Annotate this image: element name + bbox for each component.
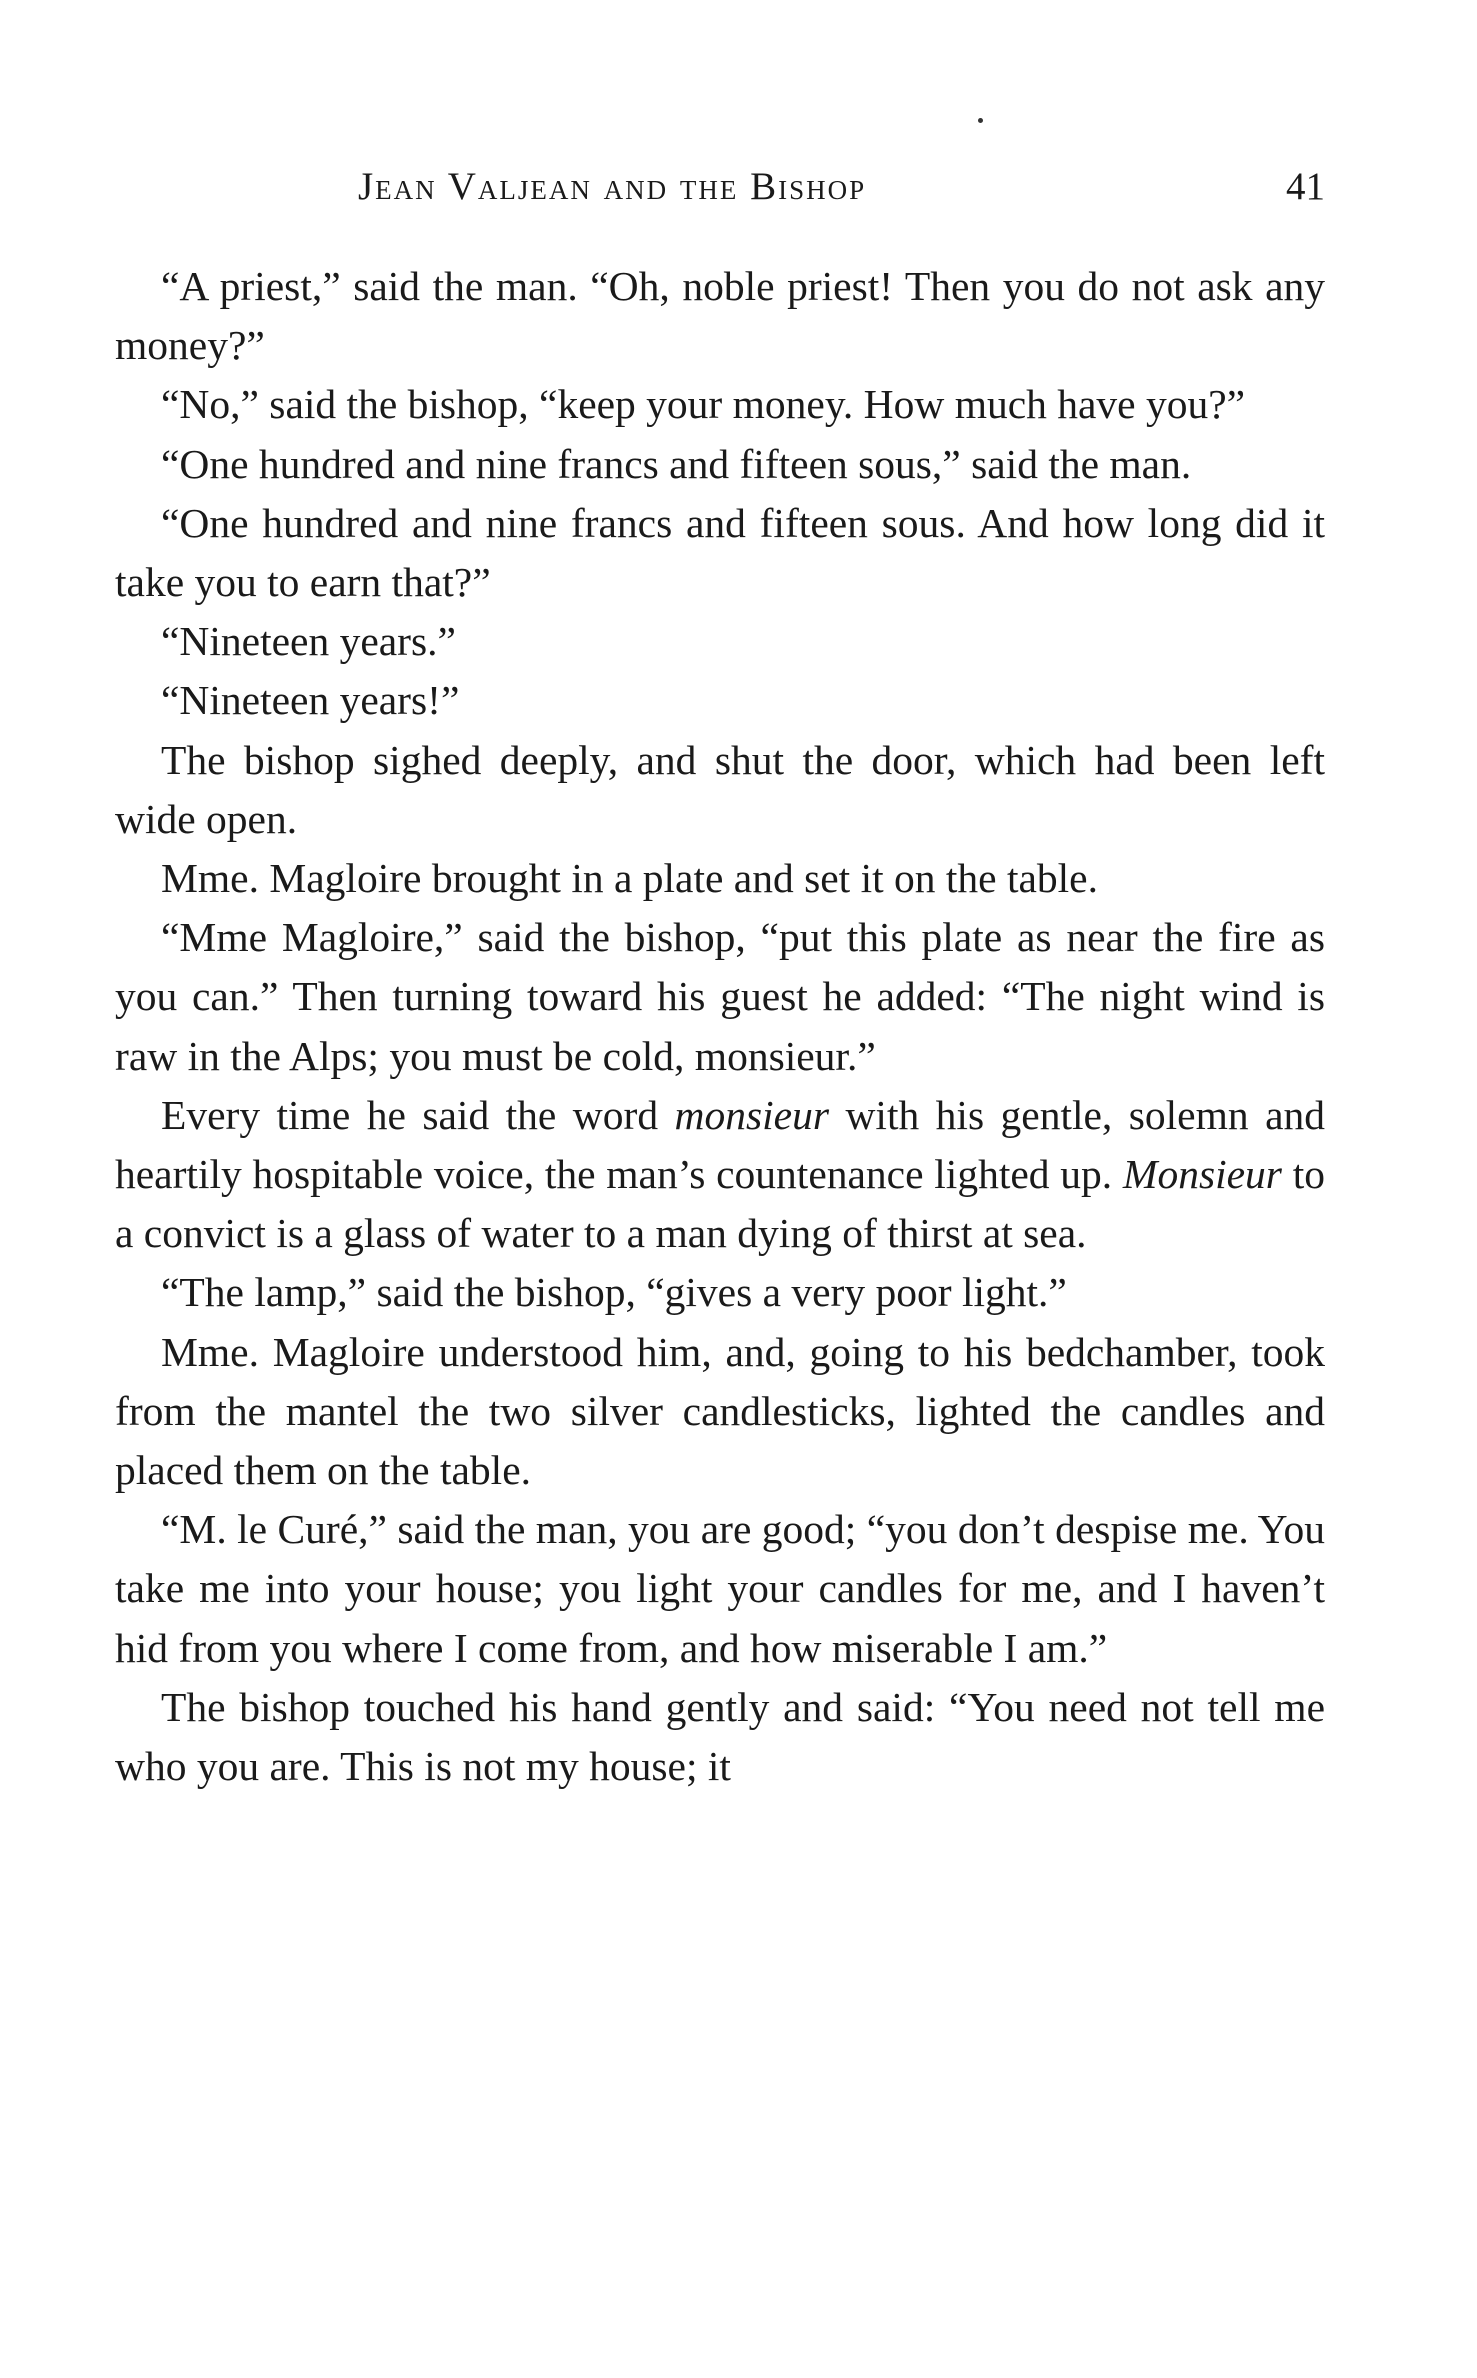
paragraph: “The lamp,” said the bishop, “gives a very poor light.”: [161, 1269, 1067, 1316]
page-number: 41: [1286, 165, 1325, 208]
paragraph: “Mme Magloire,” said the bishop, “put this plate as near the fire as you can.” Then turning toward his guest he added: “The night wind is raw in the Alps; you must be cold, monsieur.”: [115, 914, 1325, 1079]
running-title: Jean Valjean and the Bishop: [358, 165, 867, 208]
page-body: [115, 257, 1325, 1796]
paragraph: Mme. Magloire understood him, and, going to his bedchamber, took from the mantel the two silver candlesticks, lighted the candles and placed them on the table.: [115, 1328, 1325, 1494]
paragraph: The bishop sighed deeply, and shut the door, which had been left wide open.: [115, 736, 1325, 842]
paragraph: “No,” said the bishop, “keep your money. How much have you?”: [161, 381, 1246, 428]
paragraph: “Nineteen years!”: [161, 677, 460, 724]
paragraph: “One hundred and nine francs and fifteen sous. And how long did it take you to earn that?”: [115, 499, 1325, 606]
italic-word: monsieur: [674, 1091, 829, 1138]
text-run: to a convict is a glass of water to a man dying of thirst at sea.: [115, 1151, 1325, 1257]
paragraph: The bishop touched his hand gently and said: “You need not tell me who you are. This is not my house; it: [115, 1683, 1325, 1790]
page-header: [115, 164, 1325, 218]
paragraph: “A priest,” said the man. “Oh, noble priest! Then you do not ask any money?”: [115, 263, 1325, 369]
ink-speck: [978, 118, 983, 123]
paragraph: “One hundred and nine francs and fifteen sous,” said the man.: [161, 440, 1192, 487]
paragraph: [115, 1086, 1325, 1264]
paragraph: Mme. Magloire brought in a plate and set it on the table.: [161, 855, 1098, 902]
text-run: Every time he said the word: [161, 1091, 675, 1138]
italic-word: Monsieur: [1122, 1151, 1282, 1198]
paragraph: “M. le Curé,” said the man, you are good; “you don’t despise me. You take me into your house; you light your candles for me, and I haven’t hid from you where I come from, and how miserable I am.”: [115, 1506, 1325, 1671]
text-run: with his gentle, solemn and heartily hospitable voice, the man’s countenance lighted up.: [115, 1091, 1325, 1198]
paragraph: “Nineteen years.”: [161, 618, 456, 665]
